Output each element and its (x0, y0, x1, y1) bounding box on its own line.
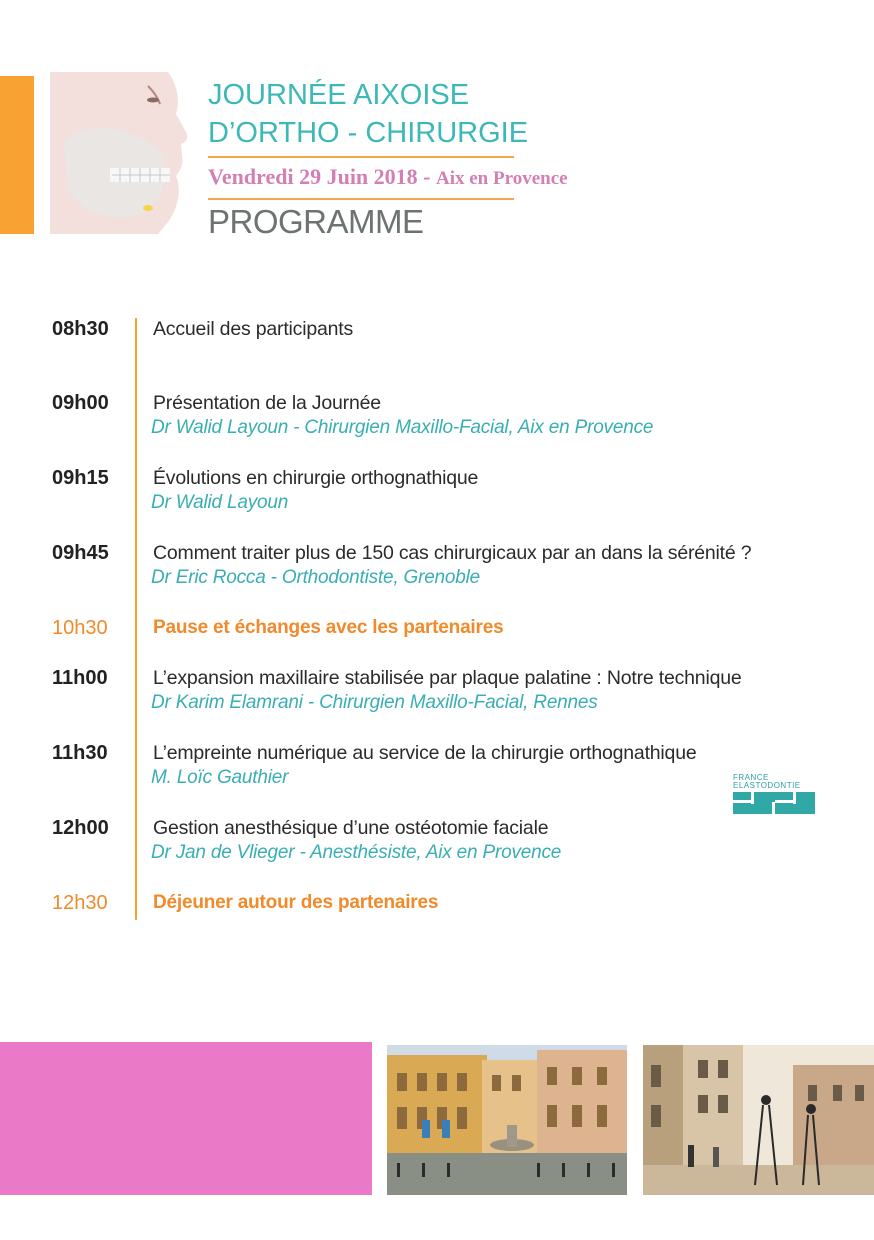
schedule-time: 11h00 (52, 667, 108, 689)
logo-mark (733, 792, 815, 814)
schedule-speaker: Dr Karim Elamrani - Chirurgien Maxillo-Facial, Rennes (151, 692, 598, 713)
event-title (208, 76, 528, 152)
schedule-speaker: Dr Walid Layoun - Chirurgien Maxillo-Facial, Aix en Provence (151, 417, 654, 438)
schedule-speaker: M. Loïc Gauthier (151, 767, 289, 788)
date-place: Aix en Provence (436, 168, 568, 189)
schedule-time: 08h30 (52, 318, 109, 340)
schedule-speaker: Dr Jan de Vlieger - Anesthésiste, Aix en Provence (151, 842, 562, 863)
schedule-title: Accueil des participants (153, 318, 354, 340)
schedule-title: Présentation de la Journée (153, 392, 381, 414)
title-line-2: D’ORTHO - CHIRURGIE (208, 117, 529, 149)
schedule-time: 10h30 (52, 617, 108, 639)
programme-heading: PROGRAMME (208, 203, 424, 240)
schedule-time: 12h30 (52, 892, 108, 914)
schedule-title: Comment traiter plus de 150 cas chirurgicaux par an dans la sérénité ? (153, 542, 752, 564)
schedule-time: 09h45 (52, 542, 109, 564)
schedule-title: Pause et échanges avec les partenaires (153, 617, 504, 638)
photo-aix-square (387, 1045, 627, 1195)
schedule-title: Évolutions en chirurgie orthognathique (153, 467, 479, 489)
face-skull-illustration (50, 72, 195, 234)
photo-street-scene (643, 1045, 874, 1195)
schedule-title: Gestion anesthésique d’une ostéotomie faciale (153, 817, 549, 839)
date-main: Vendredi 29 Juin 2018 - (208, 164, 436, 189)
schedule-title: L’empreinte numérique au service de la chirurgie orthognathique (153, 742, 697, 764)
event-date (208, 164, 568, 190)
title-line-1: JOURNÉE AIXOISE (208, 79, 470, 111)
schedule-time: 09h15 (52, 467, 109, 489)
schedule-time: 11h30 (52, 742, 108, 764)
schedule-speaker: Dr Eric Rocca - Orthodontiste, Grenoble (151, 567, 481, 588)
decorative-orange-bar (0, 76, 34, 234)
divider-top (208, 156, 514, 158)
schedule-time: 09h00 (52, 392, 109, 414)
schedule-time: 12h00 (52, 817, 109, 839)
schedule-speaker: Dr Walid Layoun (151, 492, 289, 513)
decorative-pink-block (0, 1042, 372, 1195)
timeline-line (135, 318, 137, 920)
divider-bottom (208, 198, 514, 200)
logo-line-1: FRANCE (733, 773, 769, 782)
logo-line-2: ELASTODONTIE (733, 781, 801, 790)
france-elastodontie-logo (733, 773, 815, 815)
schedule-title: L’expansion maxillaire stabilisée par plaque palatine : Notre technique (153, 667, 742, 689)
schedule-title: Déjeuner autour des partenaires (153, 892, 439, 913)
